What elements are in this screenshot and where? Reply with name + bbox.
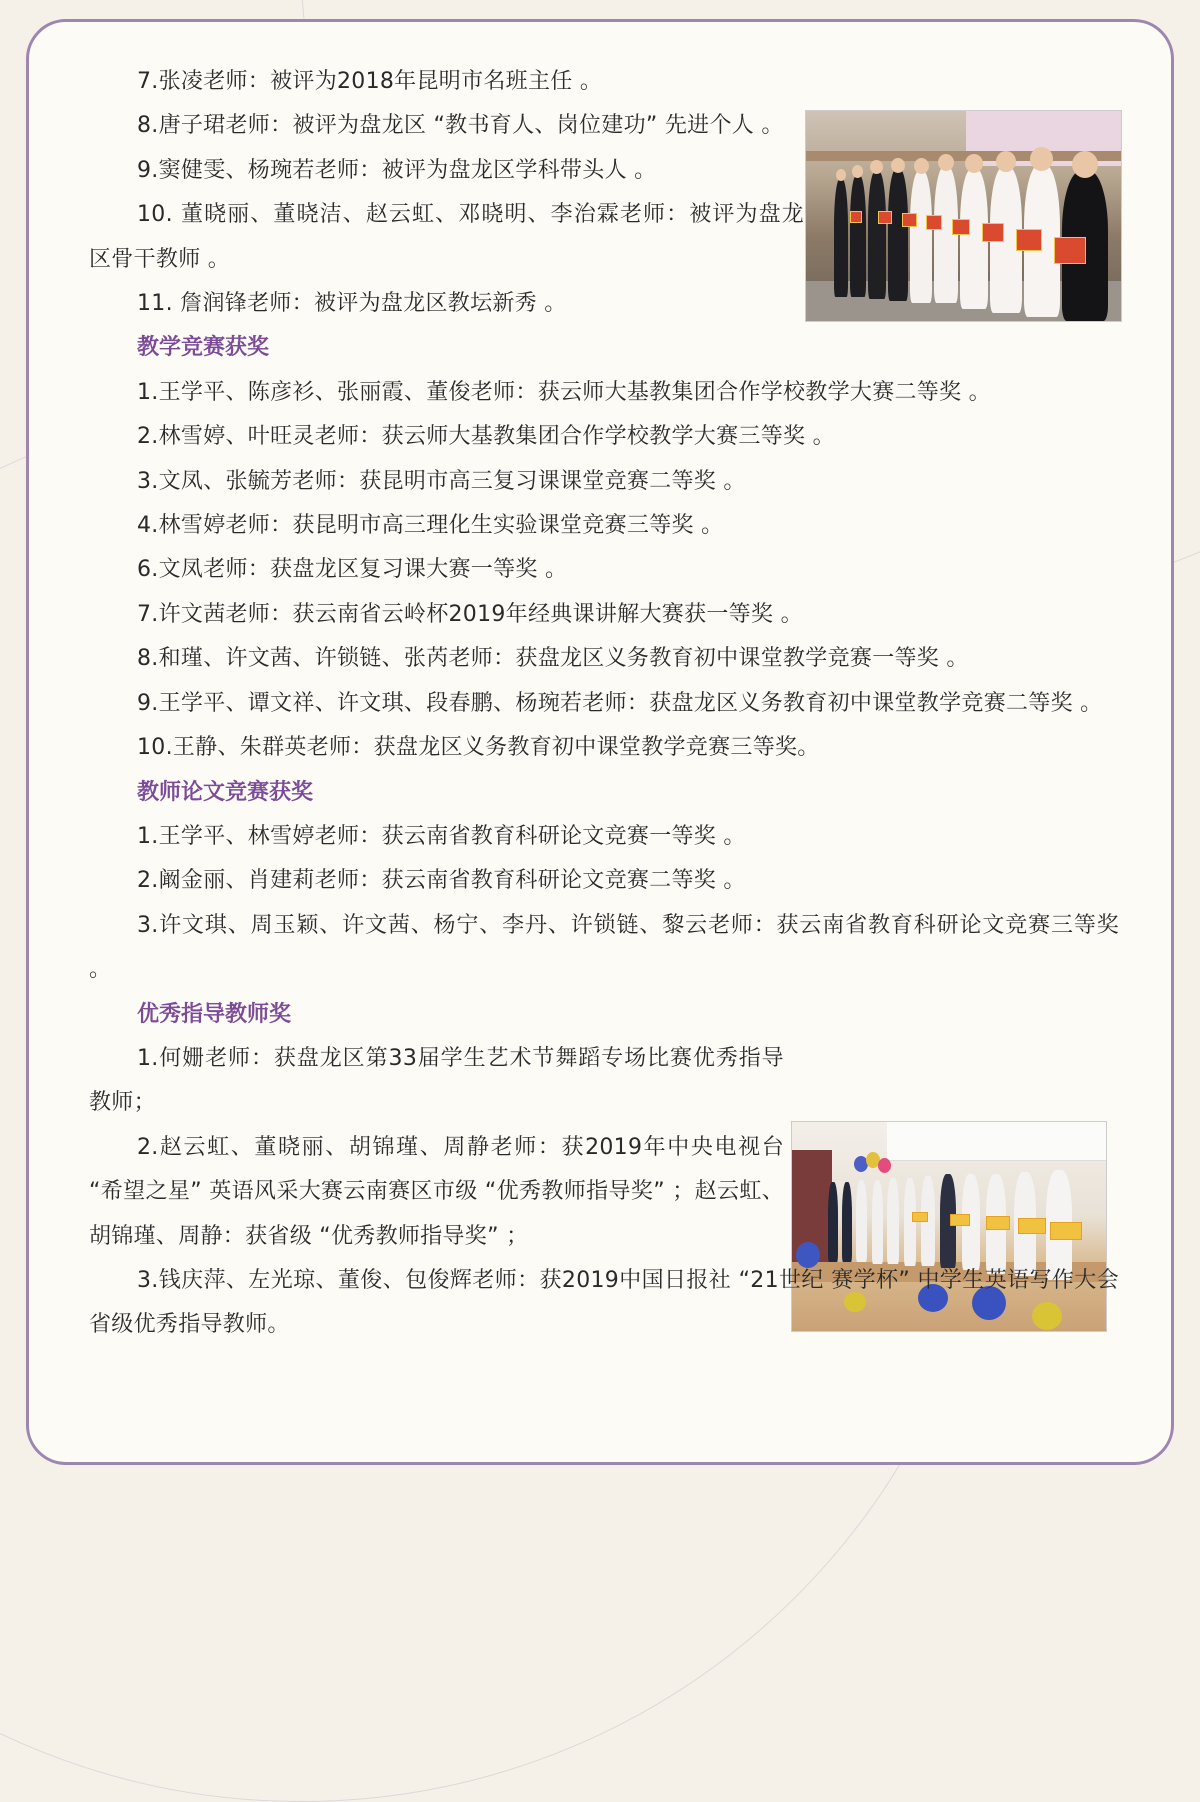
award-item: 10. 董晓丽、董晓洁、赵云虹、邓晓明、李治霖老师：被评为盘龙区骨干教师 。: [89, 202, 804, 272]
content-card: [26, 19, 1174, 1465]
award-item: 2.阚金丽、肖建莉老师：获云南省教育科研论文竞赛二等奖 。: [137, 868, 746, 894]
section-heading-excellent-advisor: 优秀指导教师奖: [137, 1001, 292, 1027]
award-item: 1.何姗老师：获盘龙区第33届学生艺术节舞蹈专场比赛优秀指导教师；: [89, 1045, 784, 1116]
award-item: 3.钱庆萍、左光琼、董俊、包俊辉老师：获2019中国日报社 “21世纪 赛学杯” 中学生英语写作大会省级优秀指导教师。: [89, 1267, 1119, 1338]
award-item: 3.许文琪、周玉颖、许文茜、杨宁、李丹、许锁链、黎云老师：获云南省教育科研论文竞赛三等奖 。: [89, 912, 1119, 983]
award-item: 9.王学平、谭文祥、许文琪、段春鹏、杨琬若老师：获盘龙区义务教育初中课堂教学竞赛二等奖 。: [137, 690, 1103, 716]
award-item: 4.林雪婷老师：获昆明市高三理化生实验课堂竞赛三等奖 。: [137, 513, 724, 539]
award-item: 6.文凤老师：获盘龙区复习课大赛一等奖 。: [137, 557, 568, 583]
document-body: [89, 60, 1119, 1348]
section-heading-paper-competition: 教师论文竞赛获奖: [137, 779, 314, 805]
section-heading-teaching-competition: 教学竞赛获奖: [137, 335, 270, 361]
award-item: 1.王学平、林雪婷老师：获云南省教育科研论文竞赛一等奖 。: [137, 823, 746, 849]
award-item: 10.王静、朱群英老师：获盘龙区义务教育初中课堂教学竞赛三等奖。: [137, 735, 820, 761]
award-item: 2.林雪婷、叶旺灵老师：获云师大基教集团合作学校教学大赛三等奖 。: [137, 424, 835, 450]
award-item: 8.唐子珺老师：被评为盘龙区 “教书育人、岗位建功” 先进个人 。: [137, 113, 784, 139]
award-item: 9.窦健雯、杨琬若老师：被评为盘龙区学科带头人 。: [137, 157, 657, 183]
award-item: 7.许文茜老师：获云南省云岭杯2019年经典课讲解大赛获一等奖 。: [137, 601, 803, 627]
award-item: 8.和瑾、许文茜、许锁链、张芮老师：获盘龙区义务教育初中课堂教学竞赛一等奖 。: [137, 646, 969, 672]
award-item: 7.张凌老师：被评为2018年昆明市名班主任 。: [137, 69, 603, 94]
award-item: 2.赵云虹、董晓丽、胡锦瑾、周静老师：获2019年中央电视台 “希望之星” 英语风采大赛云南赛区市级 “优秀教师指导奖” ；赵云虹、胡锦瑾、周静：获省级 “优秀教师指导奖” ；: [89, 1134, 784, 1249]
award-item: 3.文凤、张毓芳老师：获昆明市高三复习课课堂竞赛二等奖 。: [137, 468, 746, 494]
award-item: 11. 詹润锋老师：被评为盘龙区教坛新秀 。: [137, 291, 567, 317]
award-item: 1.王学平、陈彦衫、张丽霞、董俊老师：获云师大基教集团合作学校教学大赛二等奖 。: [137, 379, 991, 405]
